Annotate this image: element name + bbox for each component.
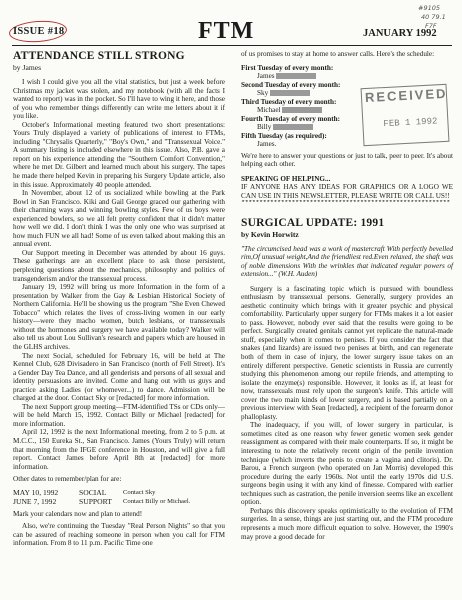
schedule-name (241, 140, 359, 149)
schedule-label: Third Tuesday of every month: (241, 97, 337, 106)
schedule-name (241, 106, 359, 115)
helping-text: IF ANYONE HAS ANY IDEAS FOR GRAPHICS OR A LOGO WE CAN USE IN THIS NEWSLETTER, PLEASE WRITE OR CALL US!! (241, 183, 453, 200)
schedule-entry (241, 81, 359, 90)
closing-line: Mark your calendars now and plan to attend! (13, 509, 143, 518)
schedule-name-text: James (257, 72, 275, 81)
schedule-note: We're here to answer your questions or just to talk, peer to peer. It's about helping each other. (241, 151, 453, 169)
schedule-entry (241, 64, 359, 73)
schedule-name-text: James. (257, 140, 277, 149)
article2-byline: by Kevin Horwitz (241, 229, 299, 239)
phone-schedule (241, 64, 359, 149)
helping-notice (241, 175, 453, 209)
handwritten-note-1: #9105 (418, 4, 440, 12)
schedule-name-text: Sky (257, 89, 269, 98)
schedule-intro: of us promises to stay at home to answer calls. Here's the schedule: (241, 50, 435, 58)
article1-title: ATTENDANCE STILL STRONG (13, 50, 185, 62)
article1-paragraph: October's Informational meeting featured two short presentations: Yours Truly displayed a variety of publications of interest to FTMs, including "Chrysalis Quarterly," "Boy's Own," and "Transsexual Voice." A summary listing is included elsewhere in this issue. Also, P.B. gave a report on his experience attending the "Southern Comfort Convention," where he met Dr. Gilbert and learned much about his surgery. The tapes he made there helped Kevin in preparing his Surgery Update article, also in this issue. Approximately 40 people attended. (13, 120, 225, 189)
closing-paragraph: Also, we're continuing the Tuesday "Real Person Nights" so that you can be assured of reaching someone in person when you call for FTM information. From 8 to 11 p.m. Pacific Time one (13, 522, 225, 548)
redaction-bar (276, 73, 316, 79)
helping-heading: SPEAKING OF HELPING... (241, 174, 331, 183)
date-contact: Contact Sky (123, 488, 156, 496)
schedule-name (241, 123, 359, 132)
article1-paragraph: In November, about 12 of us socialized while bowling at the Park Bowl in San Francisco. Kiki and Gail George graced our gathering with their charming ways and winning bowling styles. Few of us boys were experienced bowlers, so we all felt pretty confident that it didn't matter how well we did. I don't think I was the only one who was surprised at how much FUN we all had! Some of us even talked about making this an annual event. (13, 189, 225, 249)
date-value: MAY 10, 1992 (13, 487, 59, 497)
schedule-entry (241, 132, 359, 141)
article1-paragraph: The next Support group meeting—FTM-identified TSs or CDs only—will be held March 15, 1992. Contact Billy or Michael [redacted] for more information. (13, 402, 225, 428)
schedule-label: First Tuesday of every month: (241, 63, 334, 72)
stamp-word: RECEIVED (364, 85, 448, 106)
schedule-name-text: Michael (257, 106, 281, 115)
other-dates-label: Other dates to remember/plan for are: (13, 475, 122, 484)
schedule-label: Fifth Tuesday (as required): (241, 131, 327, 140)
article2-title: SURGICAL UPDATE: 1991 (241, 216, 385, 229)
schedule-name (241, 72, 359, 81)
date-type: SUPPORT (79, 496, 112, 506)
handwritten-note-2: 40 79.1 (421, 13, 446, 21)
schedule-entry (241, 98, 359, 107)
masthead-title: FTM (198, 18, 255, 44)
schedule-label: Fourth Tuesday of every month: (241, 114, 341, 123)
date-value: JUNE 7, 1992 (13, 496, 57, 506)
article1-paragraph: Our Support meeting in December was attended by about 16 guys. These gatherings are an excellent place to ask those persistent, perplexing questions about the mechanics, philosophy and politics of transgenderism and/or the transsexual process. (13, 248, 225, 283)
article2-paragraph: Surgery is a fascinating topic which is pursued with boundless enthusiasm by transsexual persons. Generally, surgery provides an aesthetic continuity which brings with it greater psychic and physical comfortability. Particularly upper surgery for FTMs makes it a lot easier to pass. However, nobody ever said that the results were going to be perfect. Surgically created genitals cannot yet replicate the natural-made stuff, especially when it comes to penises. If you consider the fact that snakes (and lizards) are issued two penises at birth, and can regenerate both of them in case of injury, the lower surgery issue takes on an entirely different perspective. Genetic scientists in Russia are currently studying this phenomenon among our reptile friends, and attempting to isolate the enzyme(s) responsible. However, it looks as if, at least for now, transsexuals must rely upon the surgeon's knife. This article will cover the two main kinds of lower surgery, and is based partially on a previous interview with Sean [redacted], a recipient of the forearm donor phalloplasty. (241, 284, 453, 421)
article2-paragraph: Perhaps this discovery speaks optimistically to the evolution of FTM surgeries. In a sense, things are just starting out, and the FTM procedure represents a much more difficult equation to solve. However, the 1990's may prove a good decade for (241, 506, 453, 541)
other-dates-list (13, 488, 225, 506)
schedule-entry (241, 115, 359, 124)
schedule-name (241, 89, 359, 98)
article2-paragraph: The inadequacy, if you will, of lower surgery in particular, is sometimes cited as one reason why fewer genetic women seek gender reassignment as compared with their male counterparts. If so, it might be interesting to note the relatively recent origin of the penile invention technique (which inverts the penis to create a vagina and clitoris). Dr. Barou, a French surgeon (who operated on Jan Morris) developed this procedure during the early 1960s. Not until the early 1970s did U.S. surgeons begin using it with any kind of finesse. Compared with earlier techniques such as castration, the penile inversion seems like an excellent option. (241, 421, 453, 507)
redaction-bar (282, 107, 322, 113)
divider-stars: ********************************************************** (241, 200, 450, 209)
redaction-bar (273, 124, 313, 130)
date-type: SOCIAL (79, 487, 107, 497)
article1-paragraph: April 12, 1992 is the next Informational meeting, from 2 to 5 p.m. at M.C.C., 150 Eureka St., San Francisco. James (Yours Truly) will return that morning from the IFGE conference in Houston, and will give a full report. Contact James before April 8th at [redacted] for more information. (13, 428, 225, 471)
stamp-date: FEB 1 1992 (383, 116, 438, 130)
schedule-name-text: Billy (257, 123, 272, 132)
issue-number: ISSUE #18 (13, 26, 65, 37)
article1-paragraph: The next Social, scheduled for February 16, will be held at The Kennel Club, 628 Divisadero in San Francisco (north of Fell Street). It's a Gender Day Tea Dance, and all genderists and persons of all sexual and identity persuasions are invited. Come and hang out with us guys and practice asking Ladies (or whomever...) to dance. Admission will be charged at the door. Contact Sky or [redacted] for more information. (13, 351, 225, 403)
article1-paragraph: I wish I could give you all the vital statistics, but just a week before Christmas my jacket was stolen, and my notebook (with all the facts I wanted to report) was in the pocket. So I'll have to wing it here, and those of you who remember things differently can write me letters about it if you like. (13, 78, 225, 121)
article1-paragraph: January 19, 1992 will bring us more Information in the form of a presentation by Walker from the Gay & Lesbian Historical Society of Northern California. He'll be showing us the program "She Even Chewed Tobacco" which relates the lives of cross-living women in our early history—were they macho women, butch lesbians, or transsexuals without the hormones and surgery we have available today? Walker will also tell us about Lou Sullivan's research and papers which are housed in the GLHS archives. (13, 283, 225, 351)
redaction-bar (270, 90, 310, 96)
left-column (13, 50, 225, 548)
issue-date: JANUARY 1992 (363, 28, 437, 39)
received-stamp (361, 84, 450, 146)
article1-byline: by James (13, 63, 42, 72)
article2-epigraph: "The circumcised head was a work of mastercraft With perfectly bevelled rim,Of unusual weight,And the friendliest red.Even relaxed, the shaft was of noble dimensions With the wrinkles that indicated regular powers of extension..." (W.H. Auden) (241, 244, 453, 279)
schedule-label: Second Tuesday of every month: (241, 80, 341, 89)
article2-body (241, 285, 453, 541)
header-rule (12, 45, 452, 46)
date-row (13, 497, 225, 506)
handwritten-note-3: F7F (425, 22, 437, 30)
date-row (13, 488, 225, 497)
date-contact: Contact Billy or Michael. (123, 497, 191, 505)
article1-body (13, 78, 225, 484)
